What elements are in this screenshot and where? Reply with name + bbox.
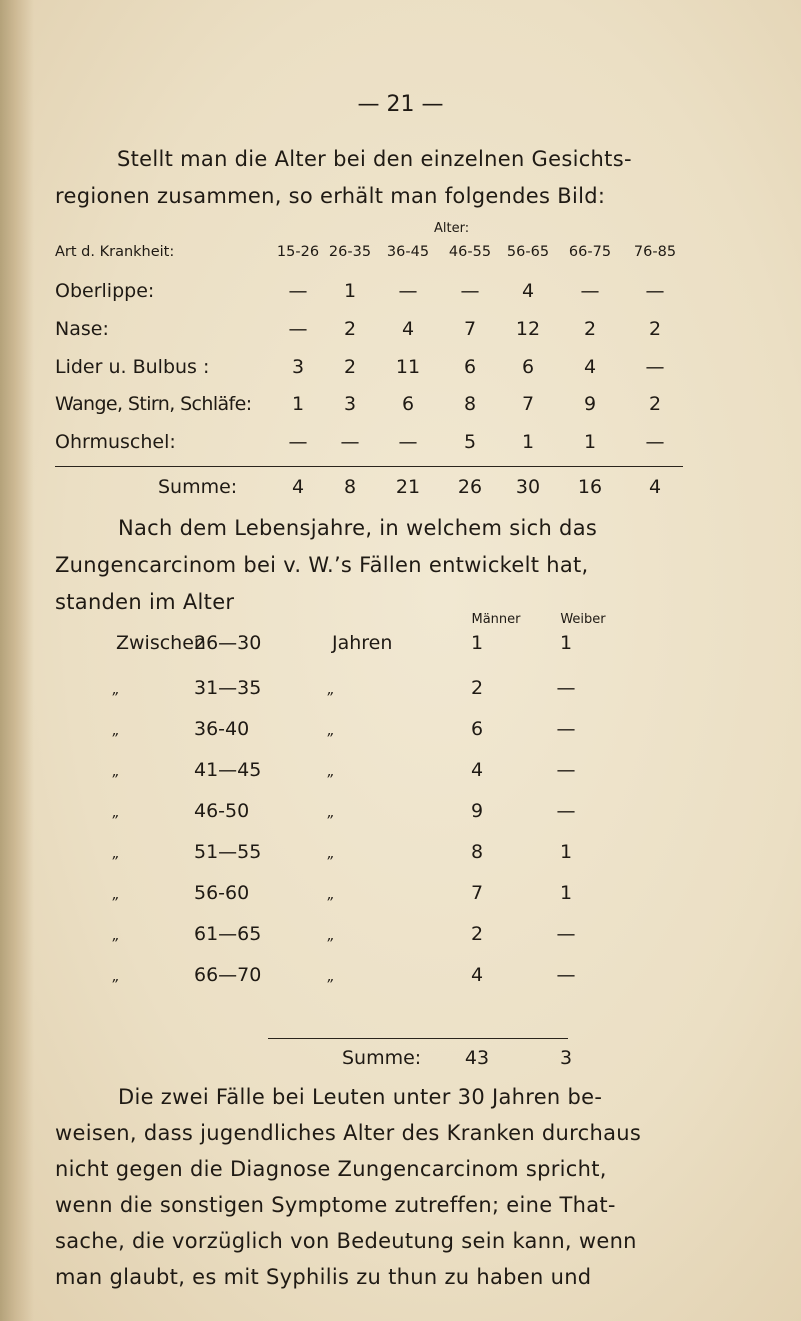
table2-weiber-value: 1 <box>559 632 573 654</box>
table1-cell: 1 <box>583 431 597 453</box>
table1-cell: 2 <box>648 318 662 340</box>
table1-cell: — <box>288 280 308 302</box>
page-edge-shadow <box>0 0 34 1321</box>
table1-cell: — <box>645 356 665 378</box>
table2-range: 51—55 <box>194 841 262 863</box>
table2-maenner-value: 6 <box>470 718 484 740</box>
closing-line-5: sache, die vorzüglich von Bedeutung sein kann, wenn <box>55 1229 637 1253</box>
closing-line-4: wenn die sonstigen Symptome zutreffen; eine That- <box>55 1193 616 1217</box>
table1-col-header: 76-85 <box>633 244 677 260</box>
table1-sum-value: 4 <box>648 476 662 498</box>
table1-cell: 4 <box>583 356 597 378</box>
table2-maenner-value: 8 <box>470 841 484 863</box>
table1-sum-rule <box>55 466 683 467</box>
table2-header-maenner: Männer <box>471 612 521 627</box>
table1-cell: 2 <box>648 393 662 415</box>
table2-weiber-value: 1 <box>559 882 573 904</box>
table2-weiber-value: 1 <box>559 841 573 863</box>
closing-line-2: weisen, dass jugendliches Alter des Kranken durchaus <box>55 1121 642 1145</box>
table2-weiber-value: — <box>556 964 576 986</box>
table1-sum-label: Summe: <box>158 476 238 498</box>
table1-row-label: Oberlippe: <box>55 280 155 302</box>
table2-range: 41—45 <box>194 759 262 781</box>
table2-range: 56-60 <box>194 882 250 904</box>
table2-maenner-value: 4 <box>470 964 484 986</box>
table2-range: 31—35 <box>194 677 262 699</box>
table2-ditto: „ <box>112 764 120 780</box>
table1-cell: 1 <box>521 431 535 453</box>
table1-cell: 3 <box>291 356 305 378</box>
table1-col-header: 26-35 <box>328 244 372 260</box>
table1-cell: 2 <box>583 318 597 340</box>
table1-cell: 2 <box>343 356 357 378</box>
table1-col-header: 15-26 <box>276 244 320 260</box>
table2-maenner-value: 4 <box>470 759 484 781</box>
table1-cell: — <box>645 280 665 302</box>
table2-range: 26—30 <box>194 632 262 654</box>
table1-col-header: 66-75 <box>568 244 612 260</box>
table2-ditto: „ <box>327 969 335 985</box>
table1-sum-value: 4 <box>291 476 305 498</box>
table1-cell: 12 <box>515 318 541 340</box>
table2-ditto: „ <box>112 928 120 944</box>
closing-line-3: nicht gegen die Diagnose Zungencarcinom spricht, <box>55 1157 607 1181</box>
table2-ditto: „ <box>112 805 120 821</box>
table2-ditto: „ <box>112 846 120 862</box>
table2-ditto: „ <box>112 682 120 698</box>
table2-header-weiber: Weiber <box>560 612 606 627</box>
table2-weiber-value: — <box>556 923 576 945</box>
table1-sum-value: 30 <box>515 476 541 498</box>
table1-cell: 1 <box>343 280 357 302</box>
table1-sum-value: 8 <box>343 476 357 498</box>
table1-cell: — <box>398 431 418 453</box>
table2-range: 61—65 <box>194 923 262 945</box>
table1-cell: 2 <box>343 318 357 340</box>
table2-unit: Jahren <box>332 632 393 654</box>
table2-sum-label: Summe: <box>342 1047 422 1069</box>
table2-range: 46-50 <box>194 800 250 822</box>
table1-cell: 5 <box>463 431 477 453</box>
table2-ditto: „ <box>327 928 335 944</box>
table2-weiber-value: — <box>556 718 576 740</box>
table1-cell: 7 <box>463 318 477 340</box>
table2-ditto: „ <box>112 723 120 739</box>
table2-sum-rule <box>268 1038 568 1039</box>
table1-cell: — <box>288 431 308 453</box>
table2-maenner-value: 9 <box>470 800 484 822</box>
page-number: — 21 — <box>357 92 444 117</box>
table1-cell: — <box>340 431 360 453</box>
table1-col-header: 46-55 <box>448 244 492 260</box>
table1-cell: 11 <box>395 356 421 378</box>
table2-ditto: „ <box>112 887 120 903</box>
middle-line-1: Nach dem Lebensjahre, in welchem sich das <box>118 516 598 540</box>
table1-cell: 3 <box>343 393 357 415</box>
table1-cell: 7 <box>521 393 535 415</box>
table2-weiber-value: — <box>556 800 576 822</box>
table1-cell: 4 <box>401 318 415 340</box>
table2-ditto: „ <box>112 969 120 985</box>
table1-col-header: 36-45 <box>386 244 430 260</box>
table1-cell: 8 <box>463 393 477 415</box>
table1-cell: 6 <box>463 356 477 378</box>
table1-cell: — <box>460 280 480 302</box>
table2-range: 36-40 <box>194 718 250 740</box>
table1-header-label: Art d. Krankheit: <box>55 244 175 260</box>
table2-maenner-value: 2 <box>470 923 484 945</box>
table1-sum-value: 21 <box>395 476 421 498</box>
table1-col-header: 56-65 <box>506 244 550 260</box>
table2-ditto: „ <box>327 723 335 739</box>
table2-prefix: Zwischen <box>116 632 206 654</box>
table2-ditto: „ <box>327 887 335 903</box>
table1-cell: — <box>645 431 665 453</box>
table1-cell: — <box>288 318 308 340</box>
middle-line-3: standen im Alter <box>55 590 235 614</box>
table1-row-label: Nase: <box>55 318 109 340</box>
table1-cell: — <box>580 280 600 302</box>
closing-line-6: man glaubt, es mit Syphilis zu thun zu haben und <box>55 1265 592 1289</box>
table2-sum-weiber: 3 <box>559 1047 573 1069</box>
intro-line-2: regionen zusammen, so erhält man folgendes Bild: <box>55 184 606 208</box>
table2-maenner-value: 1 <box>470 632 484 654</box>
table2-ditto: „ <box>327 846 335 862</box>
table2-weiber-value: — <box>556 759 576 781</box>
table1-cell: 6 <box>521 356 535 378</box>
table1-alter-label: Alter: <box>434 221 470 236</box>
table1-cell: 1 <box>291 393 305 415</box>
table2-sum-maenner: 43 <box>464 1047 490 1069</box>
table2-range: 66—70 <box>194 964 262 986</box>
table2-ditto: „ <box>327 682 335 698</box>
table2-ditto: „ <box>327 764 335 780</box>
table2-weiber-value: — <box>556 677 576 699</box>
table1-sum-value: 16 <box>577 476 603 498</box>
intro-line-1: Stellt man die Alter bei den einzelnen Gesichts- <box>117 147 632 171</box>
middle-line-2: Zungencarcinom bei v. W.’s Fällen entwickelt hat, <box>55 553 589 577</box>
table1-row-label: Ohrmuschel: <box>55 431 176 453</box>
table1-row-label: Lider u. Bulbus : <box>55 356 210 378</box>
table2-maenner-value: 2 <box>470 677 484 699</box>
table2-ditto: „ <box>327 805 335 821</box>
table1-cell: 6 <box>401 393 415 415</box>
table1-row-label: Wange, Stirn, Schläfe: <box>55 393 252 415</box>
closing-line-1: Die zwei Fälle bei Leuten unter 30 Jahren be- <box>118 1085 603 1109</box>
table1-cell: 4 <box>521 280 535 302</box>
table2-maenner-value: 7 <box>470 882 484 904</box>
table1-sum-value: 26 <box>457 476 483 498</box>
table1-cell: — <box>398 280 418 302</box>
table1-cell: 9 <box>583 393 597 415</box>
